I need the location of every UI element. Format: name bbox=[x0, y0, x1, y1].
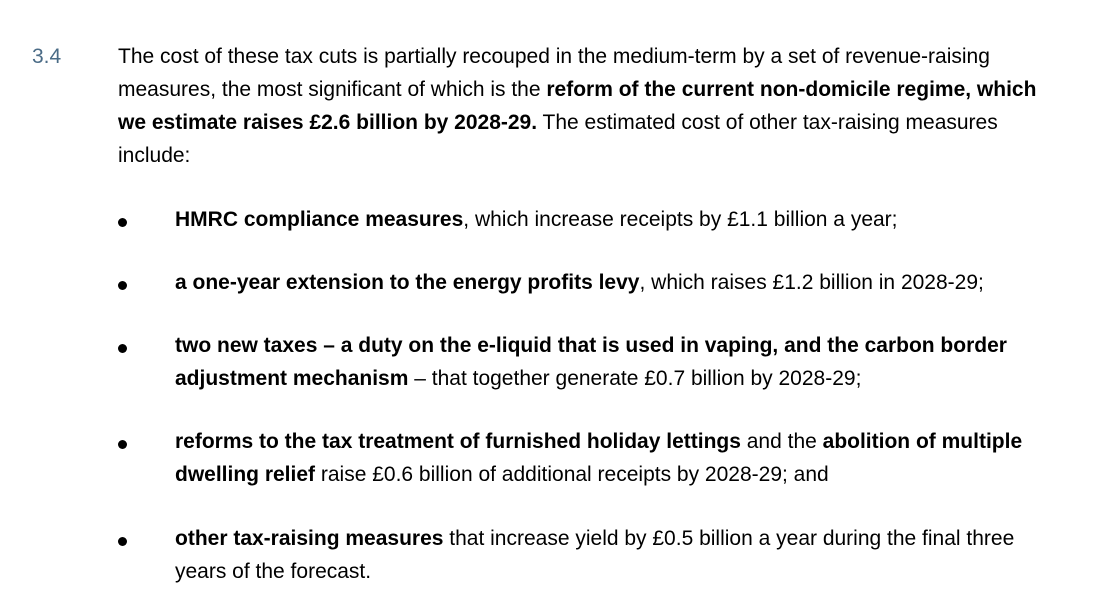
list-item-emphasis-2: abolition of multiple dwelling relief bbox=[175, 430, 1023, 486]
list-item-emphasis: HMRC compliance measures bbox=[175, 208, 464, 231]
list-item-emphasis: reforms to the tax treatment of furnished holiday lettings bbox=[175, 430, 741, 453]
bullet-icon bbox=[118, 440, 127, 449]
list-item-text: , which increase receipts by £1.1 billion a year; bbox=[463, 208, 898, 231]
bullet-icon bbox=[118, 218, 127, 227]
lead-outro: The estimated cost of other tax-raising measures include: bbox=[118, 111, 998, 167]
list-item-text-2: raise £0.6 billion of additional receipts by 2028-29; and bbox=[315, 463, 829, 486]
list-item bbox=[118, 522, 1055, 588]
list-item-text: and the bbox=[740, 430, 823, 453]
list-item bbox=[118, 425, 1055, 491]
list-item-text: – that together generate £0.7 billion by 2028-29; bbox=[408, 367, 862, 390]
bullet-icon bbox=[118, 537, 127, 546]
bullet-icon bbox=[118, 281, 127, 290]
measures-list bbox=[118, 203, 1078, 588]
list-item-emphasis: two new taxes – a duty on the e-liquid that is used in vaping, and the carbon border adjustment mechanism bbox=[175, 334, 1007, 390]
list-item bbox=[118, 266, 1055, 299]
list-item-text: , which raises £1.2 billion in 2028-29; bbox=[639, 271, 984, 294]
list-item-emphasis: other tax-raising measures bbox=[175, 527, 444, 550]
paragraph-body bbox=[118, 40, 1078, 588]
lead-intro: The cost of these tax cuts is partially recouped in the medium-term by a set of revenue-raising measures, the most significant of which is the bbox=[118, 45, 990, 101]
list-item-emphasis: a one-year extension to the energy profits levy bbox=[175, 271, 640, 294]
lead-highlight: reform of the current non-domicile regime, which we estimate raises £2.6 billion by 2028-29. bbox=[118, 78, 1037, 134]
list-item bbox=[118, 329, 1055, 395]
list-item bbox=[118, 203, 1055, 236]
paragraph-number: 3.4 bbox=[32, 45, 62, 68]
list-item-text: that increase yield by £0.5 billion a year during the final three years of the forecast. bbox=[175, 527, 1015, 583]
lead-text bbox=[118, 40, 1068, 172]
bullet-icon bbox=[118, 344, 127, 353]
